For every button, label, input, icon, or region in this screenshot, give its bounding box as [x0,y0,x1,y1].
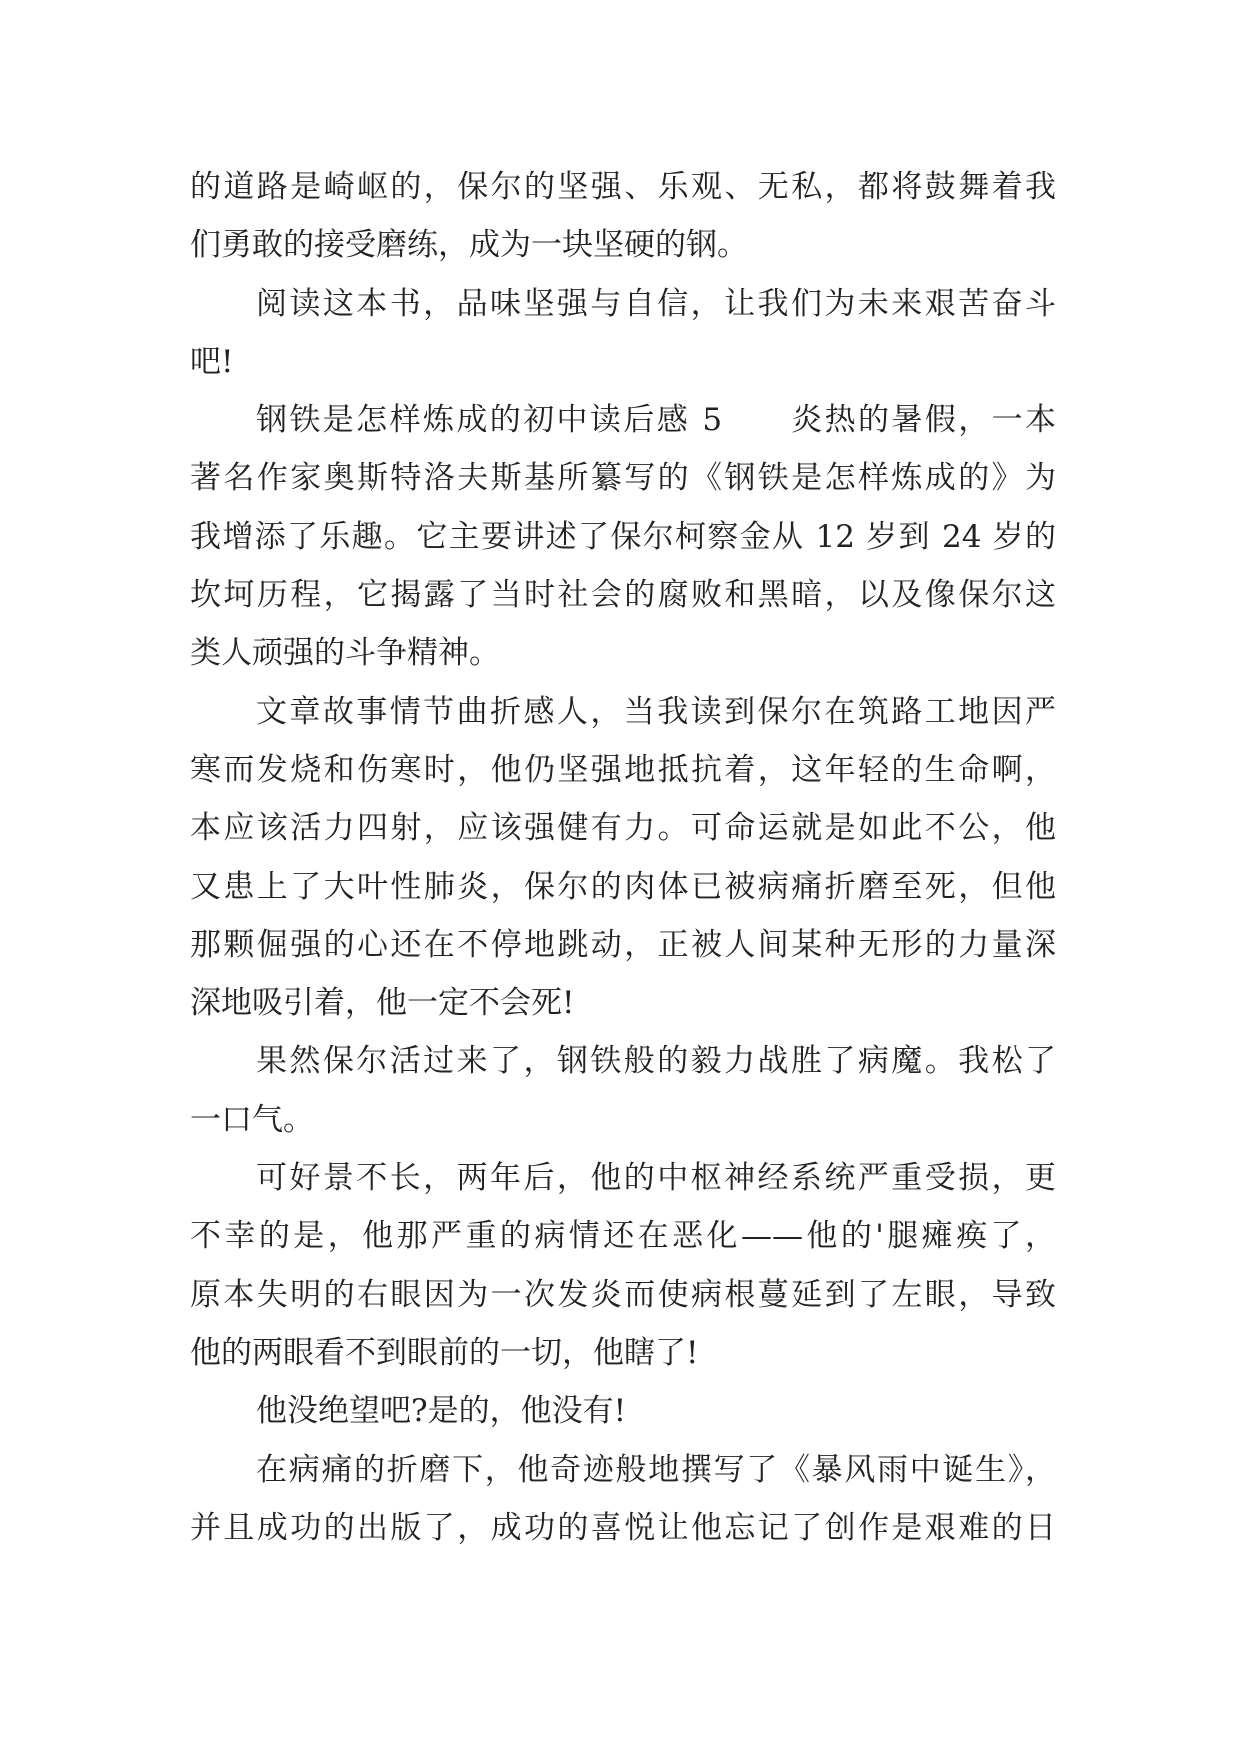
text-line: 一口气。 [190,1101,314,1138]
text-line: 我增添了乐趣。它主要讲述了保尔柯察金从 12 岁到 24 岁的 [190,518,1056,555]
text-line: 那颗倔强的心还在不停地跳动，正被人间某种无形的力量深 [190,926,1056,963]
document-body [190,158,1056,1557]
paragraph [190,1382,1056,1440]
text-line: 钢铁是怎样炼成的初中读后感 5 炎热的暑假，一本 [256,402,1056,439]
text-line: 原本失明的右眼因为一次发炎而使病根蔓延到了左眼，导致 [190,1276,1056,1313]
text-line: 他没绝望吧?是的，他没有! [256,1393,627,1430]
text-line: 可好景不长，两年后，他的中枢神经系统严重受损，更 [256,1160,1056,1197]
text-line: 果然保尔活过来了，钢铁般的毅力战胜了病魔。我松了 [256,1043,1056,1080]
text-line: 阅读这本书，品味坚强与自信，让我们为未来艰苦奋斗 [256,285,1056,322]
text-line: 他的两眼看不到眼前的一切，他瞎了! [190,1334,699,1371]
text-line: 在病痛的折磨下，他奇迹般地撰写了《暴风雨中诞生》， [256,1451,1056,1488]
text-line: 并且成功的出版了，成功的喜悦让他忘记了创作是艰难的日 [190,1509,1056,1546]
text-line: 类人顽强的斗争精神。 [190,635,500,672]
text-line: 本应该活力四射，应该强健有力。可命运就是如此不公，他 [190,810,1056,847]
text-line: 不幸的是，他那严重的病情还在恶化——他的'腿瘫痪了， [190,1218,1056,1255]
text-line: 又患上了大叶性肺炎，保尔的肉体已被病痛折磨至死，但他 [190,868,1056,905]
paragraph [190,1032,1056,1149]
text-line: 寒而发烧和伤寒时，他仍坚强地抵抗着，这年轻的生命啊， [190,751,1056,788]
paragraph [190,275,1056,392]
paragraph [190,683,1056,1033]
text-line: 深地吸引着，他一定不会死! [190,985,575,1022]
text-line: 们勇敢的接受磨练，成为一块坚硬的钢。 [190,227,748,264]
paragraph [190,1149,1056,1382]
text-line: 著名作家奥斯特洛夫斯基所纂写的《钢铁是怎样炼成的》为 [190,460,1056,497]
paragraph [190,391,1056,682]
text-line: 吧! [190,343,234,380]
text-line: 文章故事情节曲折感人，当我读到保尔在筑路工地因严 [256,693,1056,730]
text-line: 坎坷历程，它揭露了当时社会的腐败和黑暗，以及像保尔这 [190,577,1056,614]
paragraph [190,1441,1056,1558]
paragraph [190,158,1056,275]
text-line: 的道路是崎岖的，保尔的坚强、乐观、无私，都将鼓舞着我 [190,169,1056,205]
